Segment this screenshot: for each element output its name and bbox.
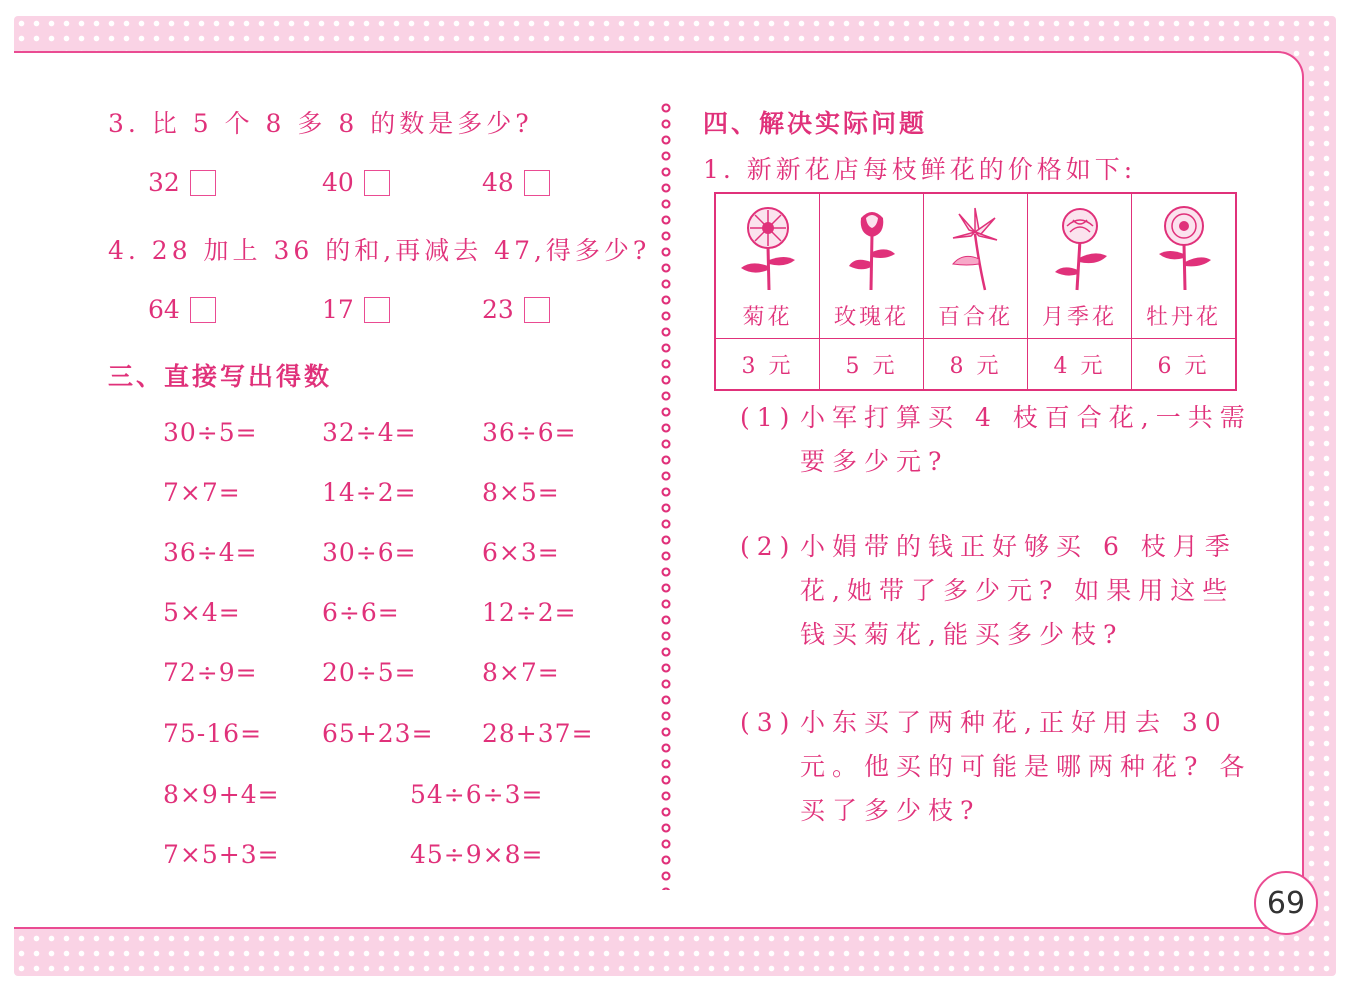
answer-checkbox[interactable] (190, 170, 216, 196)
answer-checkbox[interactable] (524, 170, 550, 196)
lily-icon (941, 204, 1011, 292)
flower-cell-rose (820, 193, 924, 339)
flower-price: 4 元 (1028, 339, 1132, 391)
answer-checkbox[interactable] (190, 297, 216, 323)
q4-option-1: 64 (148, 295, 216, 324)
flower-price: 8 元 (924, 339, 1028, 391)
section-3-heading: 三、直接写出得数 (108, 362, 333, 391)
calc-item: 6×3= (482, 538, 560, 567)
calc-item: 20÷5= (322, 658, 417, 687)
flower-cell-chrysanthemum (715, 193, 820, 339)
calc-item: 36÷6= (482, 418, 577, 447)
calc-item: 65+23= (322, 719, 434, 748)
q3-option-2: 40 (322, 168, 390, 197)
flower-cell-china-rose (1028, 193, 1132, 339)
calc-item: 8×7= (482, 658, 560, 687)
flower-price: 5 元 (820, 339, 924, 391)
flower-price: 3 元 (715, 339, 820, 391)
calc-item: 14÷2= (322, 478, 417, 507)
section-4-heading: 四、解决实际问题 (703, 109, 928, 138)
q3-option-1: 32 (148, 168, 216, 197)
sub-question-2-text: 小娟带的钱正好够买 6 枝月季 花,她带了多少元? 如果用这些 钱买菊花,能买多少枝? (800, 532, 1237, 649)
peony-icon (1149, 204, 1219, 292)
answer-checkbox[interactable] (364, 170, 390, 196)
flower-name: 菊花 (742, 305, 793, 330)
calc-item: 72÷9= (163, 658, 258, 687)
flower-cell-lily (924, 193, 1028, 339)
calc-item: 54÷6÷3= (410, 780, 544, 809)
answer-checkbox[interactable] (364, 297, 390, 323)
calc-item: 8×9+4= (163, 780, 280, 809)
flower-name: 牡丹花 (1145, 305, 1221, 330)
q3-option-3: 48 (482, 168, 550, 197)
dotted-column-divider (658, 100, 674, 890)
sub-question-2-number: (2) (740, 532, 797, 561)
calc-item: 75-16= (163, 719, 263, 748)
calc-item: 30÷6= (322, 538, 417, 567)
calc-item: 28+37= (482, 719, 594, 748)
sub-question-3-text: 小东买了两种花,正好用去 30 元。他买的可能是哪两种花? 各 买了多少枝? (800, 708, 1252, 825)
calc-item: 12÷2= (482, 598, 577, 627)
q4-option-2: 17 (322, 295, 390, 324)
flower-cell-peony (1132, 193, 1237, 339)
sub-question-3-number: (3) (740, 708, 797, 737)
calc-item: 45÷9×8= (410, 840, 544, 869)
flower-name: 百合花 (937, 305, 1013, 330)
rose-icon (837, 204, 907, 292)
flower-name: 月季花 (1041, 305, 1117, 330)
flower-price: 6 元 (1132, 339, 1237, 391)
china-rose-icon (1045, 204, 1115, 292)
answer-checkbox[interactable] (524, 297, 550, 323)
flower-name: 玫瑰花 (833, 305, 909, 330)
calc-item: 7×5+3= (163, 840, 280, 869)
flower-price-table (714, 192, 1237, 391)
sub-question-1-text: 小军打算买 4 枝百合花,一共需 要多少元? (800, 403, 1252, 476)
problem-1-intro: 1. 新新花店每枝鲜花的价格如下: (703, 155, 1137, 184)
q4-option-3: 23 (482, 295, 550, 324)
calc-item: 7×7= (163, 478, 241, 507)
calc-item: 5×4= (163, 598, 241, 627)
sub-question-1-number: (1) (740, 403, 797, 432)
calc-item: 36÷4= (163, 538, 258, 567)
calc-item: 32÷4= (322, 418, 417, 447)
question-4: 4. 28 加上 36 的和,再减去 47,得多少? (108, 236, 651, 265)
question-3: 3. 比 5 个 8 多 8 的数是多少? (108, 109, 533, 138)
page-number: 69 (1254, 871, 1318, 935)
calc-item: 8×5= (482, 478, 560, 507)
chrysanthemum-icon (733, 204, 803, 292)
calc-item: 30÷5= (163, 418, 258, 447)
calc-item: 6÷6= (322, 598, 400, 627)
